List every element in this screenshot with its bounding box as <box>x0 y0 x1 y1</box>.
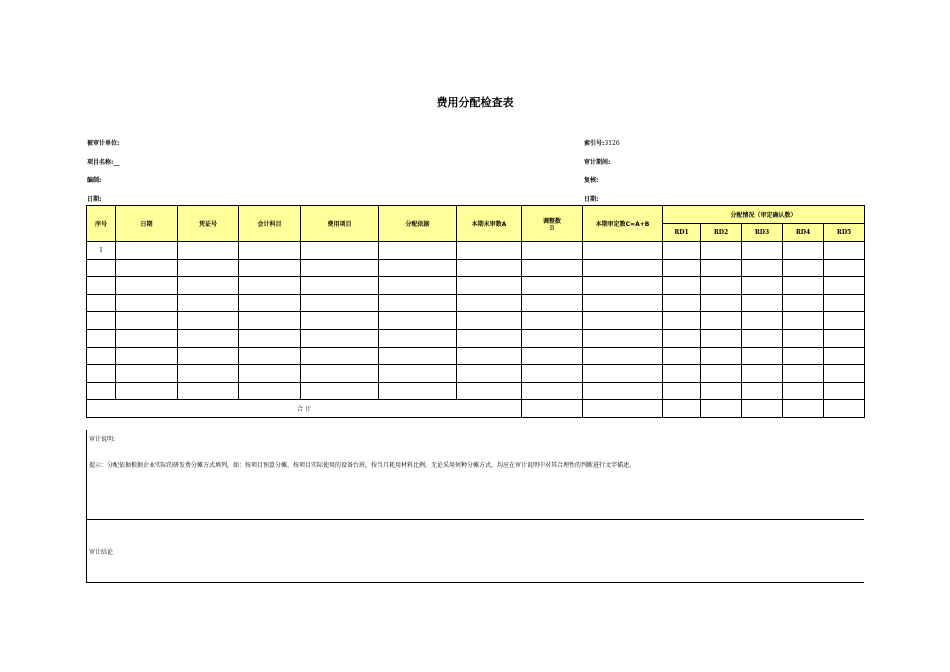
table-cell[interactable] <box>239 259 301 277</box>
header-account: 会计科目 <box>239 206 301 242</box>
table-row <box>87 242 865 260</box>
table-cell[interactable] <box>701 259 742 277</box>
table-cell[interactable] <box>583 242 663 260</box>
table-cell[interactable] <box>239 365 301 383</box>
table-cell[interactable] <box>116 242 178 260</box>
table-cell[interactable] <box>663 277 701 295</box>
table-cell[interactable] <box>457 365 522 383</box>
table-cell[interactable] <box>742 242 783 260</box>
table-cell[interactable] <box>824 329 865 347</box>
table-cell[interactable] <box>783 329 824 347</box>
table-cell[interactable] <box>457 347 522 365</box>
header-voucher: 凭证号 <box>178 206 239 242</box>
table-cell[interactable] <box>301 382 379 400</box>
hint-text: 提示：分配依据根据企业实际的研发费分摊方式填列，如：按项目预算分摊，按项目实际使用的设备台班，按当月耗用材料比例，无论采用何种分摊方式，均应在审计说明中对其合理性的判断进行文字描述。 <box>89 462 636 469</box>
table-cell[interactable] <box>742 312 783 330</box>
table-cell[interactable] <box>457 277 522 295</box>
table-cell[interactable] <box>239 312 301 330</box>
table-cell[interactable] <box>301 365 379 383</box>
table-cell[interactable] <box>379 312 457 330</box>
prepared-by-label: 编制: <box>87 177 102 184</box>
audited-unit-label: 被审计单位: <box>87 140 120 147</box>
table-cell[interactable] <box>701 312 742 330</box>
header-adjust-b-line2: B <box>549 224 555 232</box>
table-cell[interactable] <box>522 277 583 295</box>
index-value: 3126 <box>604 140 620 147</box>
table-cell[interactable] <box>116 277 178 295</box>
table-cell[interactable] <box>379 382 457 400</box>
notes-section <box>86 430 864 583</box>
table-cell[interactable] <box>742 259 783 277</box>
table-cell[interactable] <box>239 277 301 295</box>
header-audited-c: 本期审定数C=A+B <box>583 206 663 242</box>
table-cell[interactable] <box>522 382 583 400</box>
table-cell[interactable] <box>379 277 457 295</box>
table-cell[interactable] <box>742 347 783 365</box>
table-cell[interactable] <box>824 259 865 277</box>
table-cell[interactable] <box>178 242 239 260</box>
table-cell[interactable] <box>701 294 742 312</box>
table-cell[interactable] <box>742 294 783 312</box>
table-cell[interactable] <box>742 382 783 400</box>
table-cell[interactable] <box>824 382 865 400</box>
total-cell[interactable] <box>701 400 742 418</box>
table-cell[interactable] <box>116 329 178 347</box>
table-cell[interactable] <box>522 259 583 277</box>
table-cell[interactable] <box>583 294 663 312</box>
total-cell[interactable] <box>522 400 583 418</box>
index-field <box>584 138 620 147</box>
table-cell[interactable] <box>178 294 239 312</box>
table-cell[interactable] <box>783 365 824 383</box>
table-cell[interactable] <box>178 277 239 295</box>
table-cell[interactable] <box>301 242 379 260</box>
table-row <box>87 329 865 347</box>
table-cell[interactable] <box>301 347 379 365</box>
audit-period-label: 审计期间: <box>584 159 611 166</box>
project-name-value: __ <box>113 159 120 166</box>
total-row <box>87 400 865 418</box>
table-cell[interactable] <box>301 329 379 347</box>
table-row <box>87 312 865 330</box>
table-cell[interactable] <box>701 277 742 295</box>
table-cell[interactable] <box>457 382 522 400</box>
allocation-table <box>86 205 865 418</box>
table-cell[interactable] <box>239 294 301 312</box>
header-row <box>87 206 865 224</box>
row-seq-cell[interactable] <box>87 329 116 347</box>
table-row <box>87 365 865 383</box>
header-rd1: RD1 <box>663 224 701 242</box>
table-cell[interactable] <box>824 277 865 295</box>
notes-divider <box>87 519 864 520</box>
date-label-left: 日期: <box>87 196 102 203</box>
table-cell[interactable] <box>239 329 301 347</box>
table-cell[interactable] <box>824 365 865 383</box>
table-cell[interactable] <box>701 382 742 400</box>
table-cell[interactable] <box>522 347 583 365</box>
table-row <box>87 259 865 277</box>
table-cell[interactable] <box>701 329 742 347</box>
table-cell[interactable] <box>457 312 522 330</box>
table-cell[interactable] <box>178 347 239 365</box>
table-cell[interactable] <box>742 277 783 295</box>
total-cell[interactable] <box>663 400 701 418</box>
table-cell[interactable] <box>522 294 583 312</box>
audit-explanation-label: 审计说明: <box>89 436 116 443</box>
table-cell[interactable] <box>583 382 663 400</box>
row-seq-cell[interactable] <box>87 294 116 312</box>
table-cell[interactable] <box>663 242 701 260</box>
table-cell[interactable] <box>301 294 379 312</box>
header-seq: 序号 <box>87 206 116 242</box>
table-cell[interactable] <box>178 382 239 400</box>
index-label: 索引号: <box>584 140 605 147</box>
table-cell[interactable] <box>178 259 239 277</box>
table-cell[interactable] <box>178 329 239 347</box>
row-seq-cell[interactable] <box>87 259 116 277</box>
table-cell[interactable] <box>824 312 865 330</box>
table-cell[interactable] <box>301 259 379 277</box>
table-cell[interactable] <box>783 347 824 365</box>
total-cell[interactable] <box>583 400 663 418</box>
table-cell[interactable] <box>742 329 783 347</box>
row-seq-cell[interactable]: 1 <box>87 242 116 260</box>
table-cell[interactable] <box>663 347 701 365</box>
row-seq-cell[interactable] <box>87 365 116 383</box>
table-cell[interactable] <box>783 277 824 295</box>
date-label-right: 日期: <box>584 196 599 203</box>
page-title: 费用分配检查表 <box>436 96 514 109</box>
table-cell[interactable] <box>116 347 178 365</box>
table-cell[interactable] <box>663 294 701 312</box>
table-row <box>87 347 865 365</box>
table-cell[interactable] <box>522 242 583 260</box>
table-cell[interactable] <box>457 329 522 347</box>
project-name-field <box>87 157 119 166</box>
table-cell[interactable] <box>742 365 783 383</box>
table-cell[interactable] <box>457 259 522 277</box>
table-cell[interactable] <box>824 242 865 260</box>
audit-conclusion-label: 审计结论 <box>89 549 114 556</box>
table-cell[interactable] <box>522 312 583 330</box>
table-cell[interactable] <box>301 312 379 330</box>
project-name-label: 项目名称: <box>87 159 114 166</box>
header-rd5: RD5 <box>824 224 865 242</box>
table-cell[interactable] <box>663 259 701 277</box>
table-cell[interactable] <box>457 242 522 260</box>
row-seq-cell[interactable] <box>87 277 116 295</box>
table-cell[interactable] <box>239 347 301 365</box>
row-seq-cell[interactable] <box>87 347 116 365</box>
header-rd3: RD3 <box>742 224 783 242</box>
row-seq-cell[interactable] <box>87 312 116 330</box>
header-adjust-b-line1: 调整数 <box>542 217 561 225</box>
table-cell[interactable] <box>583 312 663 330</box>
review-label: 复核: <box>584 177 599 184</box>
table-cell[interactable] <box>783 294 824 312</box>
header-expense-item: 费用项目 <box>301 206 379 242</box>
header-rd2: RD2 <box>701 224 742 242</box>
table-cell[interactable] <box>701 365 742 383</box>
header-adjust-b <box>522 206 583 242</box>
table-cell[interactable] <box>583 329 663 347</box>
table-cell[interactable] <box>379 329 457 347</box>
table-cell[interactable] <box>583 347 663 365</box>
table-cell[interactable] <box>783 242 824 260</box>
table-cell[interactable] <box>583 277 663 295</box>
total-label: 合 计 <box>87 400 522 418</box>
table-cell[interactable] <box>379 365 457 383</box>
table-cell[interactable] <box>701 242 742 260</box>
header-rd4: RD4 <box>783 224 824 242</box>
table-cell[interactable] <box>379 347 457 365</box>
table-cell[interactable] <box>116 259 178 277</box>
table-row <box>87 277 865 295</box>
table-cell[interactable] <box>522 365 583 383</box>
table-cell[interactable] <box>239 242 301 260</box>
table-cell[interactable] <box>824 347 865 365</box>
table-body <box>87 242 865 400</box>
table-cell[interactable] <box>783 382 824 400</box>
table-cell[interactable] <box>701 347 742 365</box>
table-cell[interactable] <box>522 329 583 347</box>
header-basis: 分配依据 <box>379 206 457 242</box>
table-cell[interactable] <box>116 312 178 330</box>
table-cell[interactable] <box>457 294 522 312</box>
table-cell[interactable] <box>663 329 701 347</box>
table-row <box>87 294 865 312</box>
table-row <box>87 382 865 400</box>
row-seq-cell[interactable] <box>87 382 116 400</box>
table-cell[interactable] <box>663 312 701 330</box>
table-cell[interactable] <box>379 294 457 312</box>
table-cell[interactable] <box>663 382 701 400</box>
table-cell[interactable] <box>178 365 239 383</box>
table-cell[interactable] <box>783 259 824 277</box>
table-cell[interactable] <box>301 277 379 295</box>
table-cell[interactable] <box>379 259 457 277</box>
total-cell[interactable] <box>824 400 865 418</box>
table-cell[interactable] <box>583 259 663 277</box>
table-cell[interactable] <box>663 365 701 383</box>
total-cell[interactable] <box>742 400 783 418</box>
table-cell[interactable] <box>239 382 301 400</box>
table-cell[interactable] <box>379 242 457 260</box>
table-cell[interactable] <box>178 312 239 330</box>
total-cell[interactable] <box>783 400 824 418</box>
header-unaudited-a: 本期未审数A <box>457 206 522 242</box>
header-allocation-group: 分配情况（审定确认数） <box>663 206 865 224</box>
table-cell[interactable] <box>824 294 865 312</box>
table-cell[interactable] <box>116 365 178 383</box>
table-cell[interactable] <box>116 382 178 400</box>
table-cell[interactable] <box>116 294 178 312</box>
table-cell[interactable] <box>783 312 824 330</box>
header-date: 日期 <box>116 206 178 242</box>
table-cell[interactable] <box>583 365 663 383</box>
